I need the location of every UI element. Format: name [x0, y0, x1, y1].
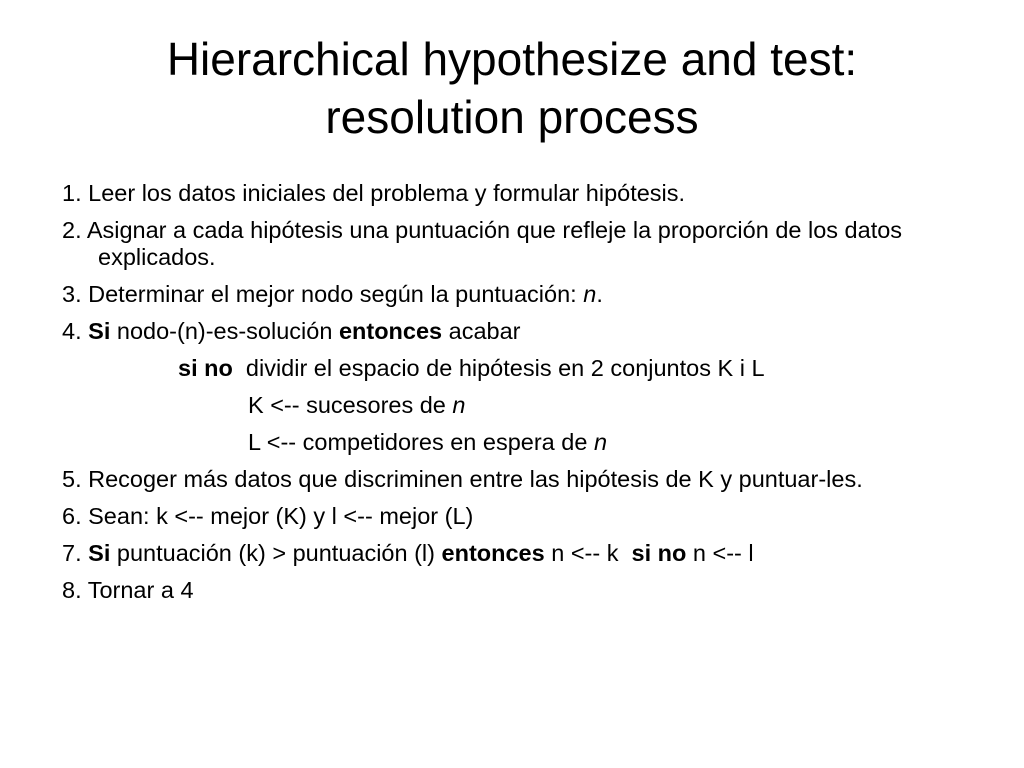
list-item-3 — [62, 281, 982, 308]
keyword-entonces-7: entonces — [441, 540, 545, 566]
list-item-4-else — [62, 355, 982, 382]
slide-body — [62, 180, 982, 614]
list-item-2: 2. Asignar a cada hipótesis una puntuación que refleje la proporción de los datos explicados. — [62, 217, 903, 270]
slide-title-line1: Hierarchical hypothesize and test: — [166, 33, 858, 85]
keyword-si-7: Si — [88, 540, 111, 566]
list-item-7 — [62, 540, 982, 567]
keyword-si: Si — [88, 318, 111, 344]
list-item-7-then: n <-- k — [544, 540, 632, 566]
list-item-4-condition: nodo-(n)-es-solución — [110, 318, 339, 344]
slide-title — [40, 30, 984, 146]
list-item-3-period: . — [596, 281, 603, 307]
l-assign-variable: n — [593, 429, 608, 455]
list-item-7-condition: puntuación (k) > puntuación (l) — [110, 540, 442, 566]
l-assign-text: L <-- competidores en espera de — [248, 429, 594, 455]
list-item-4-number: 4. — [62, 318, 89, 344]
keyword-si-no-7: si no — [631, 540, 687, 566]
list-item-4-l-assign — [62, 429, 982, 456]
list-item-4 — [62, 318, 982, 345]
list-item-4-action: acabar — [442, 318, 521, 344]
list-item-5: 5. Recoger más datos que discriminen entre las hipótesis de K y puntuar-les. — [62, 466, 863, 492]
keyword-si-no: si no — [178, 355, 233, 381]
list-item-3-text: 3. Determinar el mejor nodo según la puntuación: — [62, 281, 584, 307]
list-item-6: 6. Sean: k <-- mejor (K) y l <-- mejor (L) — [62, 503, 474, 529]
k-assign-variable: n — [452, 392, 466, 418]
k-assign-text: K <-- sucesores de — [248, 392, 453, 418]
list-item-4-k-assign — [62, 392, 982, 419]
slide-title-line2: resolution process — [325, 91, 699, 143]
list-item-7-number: 7. — [62, 540, 89, 566]
list-item-7-else: n <-- l — [686, 540, 754, 566]
list-item-3-variable: n — [583, 281, 597, 307]
list-item-1: 1. Leer los datos iniciales del problema y formular hipótesis. — [62, 180, 686, 206]
list-item-4-else-text: dividir el espacio de hipótesis en 2 conjuntos K i L — [232, 355, 765, 381]
keyword-entonces: entonces — [338, 318, 443, 344]
list-item-8: 8. Tornar a 4 — [62, 577, 194, 603]
